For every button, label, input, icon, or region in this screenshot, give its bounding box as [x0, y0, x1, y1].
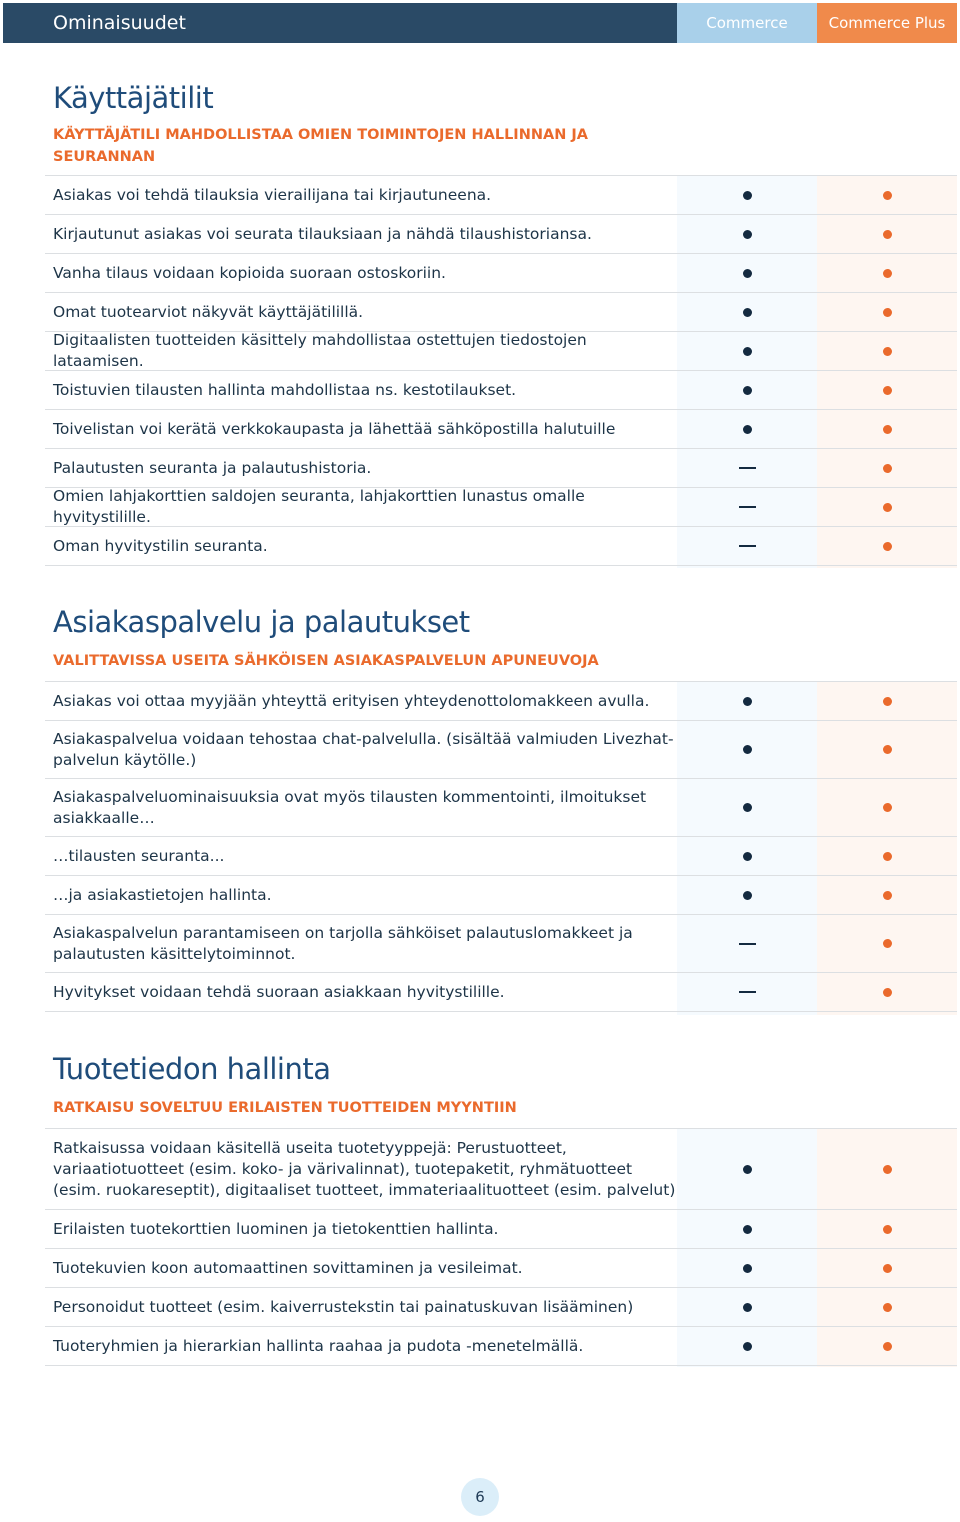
table-row	[45, 488, 957, 527]
feature-table	[45, 175, 957, 566]
included-plus-dot-icon	[883, 542, 892, 551]
included-dot-icon	[743, 191, 752, 200]
included-plus-dot-icon	[883, 308, 892, 317]
commerce-plus-cell	[817, 464, 957, 473]
table-row	[45, 410, 957, 449]
table-row	[45, 837, 957, 876]
not-included-dash-icon	[739, 991, 756, 993]
included-dot-icon	[743, 230, 752, 239]
included-dot-icon	[743, 425, 752, 434]
commerce-cell	[677, 697, 817, 706]
table-row	[45, 721, 957, 779]
section-title: Asiakaspalvelu ja palautukset	[53, 605, 470, 639]
feature-text: Personoidut tuotteet (esim. kaiverrustekstin tai painatuskuvan lisääminen)	[53, 1297, 634, 1316]
included-dot-icon	[743, 1225, 752, 1234]
not-included-dash-icon	[739, 943, 756, 945]
commerce-plus-cell	[817, 191, 957, 200]
included-dot-icon	[743, 1342, 752, 1351]
included-plus-dot-icon	[883, 939, 892, 948]
table-row	[45, 254, 957, 293]
commerce-cell	[677, 1303, 817, 1312]
commerce-plus-cell	[817, 425, 957, 434]
commerce-plus-cell	[817, 503, 957, 512]
included-plus-dot-icon	[883, 191, 892, 200]
included-dot-icon	[743, 891, 752, 900]
feature-text: …ja asiakastietojen hallinta.	[53, 885, 272, 904]
commerce-plus-cell	[817, 542, 957, 551]
table-row	[45, 293, 957, 332]
commerce-cell	[677, 230, 817, 239]
feature-table	[45, 681, 957, 1012]
commerce-cell	[677, 803, 817, 812]
feature-text: Asiakaspalvelun parantamiseen on tarjolla sähköiset palautuslomakkeet ja palautusten käsittelytoiminnot.	[53, 923, 633, 963]
commerce-plus-cell	[817, 1342, 957, 1351]
commerce-plus-cell	[817, 891, 957, 900]
commerce-cell	[677, 347, 817, 356]
feature-text: Omien lahjakorttien saldojen seuranta, lahjakorttien lunastus omalle hyvitystilille.	[53, 487, 585, 526]
feature-text: Digitaalisten tuotteiden käsittely mahdollistaa ostettujen tiedostojen lataamisen.	[53, 331, 587, 370]
included-plus-dot-icon	[883, 269, 892, 278]
section-subtitle: RATKAISU SOVELTUU ERILAISTEN TUOTTEIDEN MYYNTIIN	[53, 1100, 517, 1116]
commerce-plus-cell	[817, 386, 957, 395]
not-included-dash-icon	[739, 506, 756, 508]
commerce-cell	[677, 1165, 817, 1174]
included-plus-dot-icon	[883, 697, 892, 706]
included-dot-icon	[743, 852, 752, 861]
commerce-cell	[677, 1225, 817, 1234]
commerce-plus-cell	[817, 1264, 957, 1273]
commerce-plus-cell	[817, 697, 957, 706]
commerce-cell	[677, 943, 817, 945]
feature-text: Asiakas voi ottaa myyjään yhteyttä erityisen yhteydenottolomakkeen avulla.	[53, 691, 650, 710]
table-row	[45, 176, 957, 215]
included-plus-dot-icon	[883, 852, 892, 861]
commerce-plus-cell	[817, 1225, 957, 1234]
column-header-commerce-plus: Commerce Plus	[817, 3, 957, 43]
commerce-plus-cell	[817, 1303, 957, 1312]
included-plus-dot-icon	[883, 1225, 892, 1234]
not-included-dash-icon	[739, 545, 756, 547]
commerce-cell	[677, 467, 817, 469]
commerce-cell	[677, 891, 817, 900]
commerce-plus-cell	[817, 269, 957, 278]
page-title: Ominaisuudet	[3, 3, 677, 43]
included-plus-dot-icon	[883, 503, 892, 512]
included-plus-dot-icon	[883, 891, 892, 900]
included-plus-dot-icon	[883, 386, 892, 395]
not-included-dash-icon	[739, 467, 756, 469]
section-asiakaspalvelu	[45, 602, 957, 1012]
feature-text: Kirjautunut asiakas voi seurata tilauksiaan ja nähdä tilaushistoriansa.	[53, 224, 592, 243]
included-plus-dot-icon	[883, 230, 892, 239]
feature-text: Toistuvien tilausten hallinta mahdollistaa ns. kestotilaukset.	[53, 380, 517, 399]
section-subtitle: VALITTAVISSA USEITA SÄHKÖISEN ASIAKASPALVELUN APUNEUVOJA	[53, 653, 599, 669]
commerce-cell	[677, 852, 817, 861]
commerce-cell	[677, 191, 817, 200]
commerce-cell	[677, 745, 817, 754]
section-tuotetiedon-hallinta	[45, 1049, 957, 1366]
section-subtitle: KÄYTTÄJÄTILI MAHDOLLISTAA OMIEN TOIMINTOJEN HALLINNAN JA SEURANNAN	[53, 127, 588, 165]
commerce-plus-cell	[817, 803, 957, 812]
table-row	[45, 915, 957, 973]
feature-text: Asiakas voi tehdä tilauksia vierailijana tai kirjautuneena.	[53, 185, 492, 204]
table-row	[45, 527, 957, 566]
section-title: Tuotetiedon hallinta	[53, 1052, 331, 1086]
feature-text: Toivelistan voi kerätä verkkokaupasta ja lähettää sähköpostilla halutuille	[53, 419, 616, 438]
table-row	[45, 876, 957, 915]
table-row	[45, 682, 957, 721]
included-plus-dot-icon	[883, 347, 892, 356]
commerce-plus-cell	[817, 308, 957, 317]
feature-text: …tilausten seuranta...	[53, 846, 225, 865]
table-row	[45, 779, 957, 837]
commerce-cell	[677, 506, 817, 508]
feature-text: Oman hyvitystilin seuranta.	[53, 536, 268, 555]
commerce-plus-cell	[817, 230, 957, 239]
included-plus-dot-icon	[883, 1264, 892, 1273]
page-number: 6	[461, 1478, 499, 1516]
feature-text: Omat tuotearviot näkyvät käyttäjätilillä.	[53, 302, 364, 321]
commerce-plus-cell	[817, 745, 957, 754]
feature-text: Hyvitykset voidaan tehdä suoraan asiakkaan hyvitystilille.	[53, 982, 505, 1001]
included-dot-icon	[743, 269, 752, 278]
commerce-plus-cell	[817, 939, 957, 948]
included-dot-icon	[743, 803, 752, 812]
commerce-plus-cell	[817, 852, 957, 861]
table-row	[45, 1327, 957, 1366]
table-row	[45, 215, 957, 254]
included-plus-dot-icon	[883, 745, 892, 754]
commerce-cell	[677, 386, 817, 395]
commerce-cell	[677, 991, 817, 993]
table-row	[45, 371, 957, 410]
feature-text: Palautusten seuranta ja palautushistoria.	[53, 458, 372, 477]
included-dot-icon	[743, 1165, 752, 1174]
table-row	[45, 449, 957, 488]
commerce-cell	[677, 1264, 817, 1273]
commerce-cell	[677, 269, 817, 278]
column-header-commerce: Commerce	[677, 3, 817, 43]
feature-text: Vanha tilaus voidaan kopioida suoraan ostoskoriin.	[53, 263, 446, 282]
feature-text: Asiakaspalvelua voidaan tehostaa chat-palvelulla. (sisältää valmiuden Livezhat-palvelun käytölle.)	[53, 729, 674, 769]
commerce-cell	[677, 1342, 817, 1351]
table-row	[45, 332, 957, 371]
included-plus-dot-icon	[883, 803, 892, 812]
header-bar	[3, 3, 957, 43]
table-row	[45, 1288, 957, 1327]
included-plus-dot-icon	[883, 1303, 892, 1312]
commerce-cell	[677, 545, 817, 547]
section-kayttajatilit	[45, 78, 957, 566]
included-plus-dot-icon	[883, 1342, 892, 1351]
included-dot-icon	[743, 386, 752, 395]
commerce-cell	[677, 425, 817, 434]
table-row	[45, 973, 957, 1012]
feature-table	[45, 1128, 957, 1366]
included-plus-dot-icon	[883, 988, 892, 997]
included-plus-dot-icon	[883, 425, 892, 434]
section-title: Käyttäjätilit	[53, 81, 214, 115]
included-dot-icon	[743, 308, 752, 317]
included-dot-icon	[743, 745, 752, 754]
included-plus-dot-icon	[883, 1165, 892, 1174]
commerce-plus-cell	[817, 1165, 957, 1174]
table-row	[45, 1210, 957, 1249]
included-dot-icon	[743, 1303, 752, 1312]
included-plus-dot-icon	[883, 464, 892, 473]
included-dot-icon	[743, 347, 752, 356]
feature-text: Erilaisten tuotekorttien luominen ja tietokenttien hallinta.	[53, 1219, 499, 1238]
feature-text: Tuoteryhmien ja hierarkian hallinta raahaa ja pudota -menetelmällä.	[53, 1336, 584, 1355]
included-dot-icon	[743, 1264, 752, 1273]
commerce-plus-cell	[817, 988, 957, 997]
included-dot-icon	[743, 697, 752, 706]
feature-text: Asiakaspalveluominaisuuksia ovat myös tilausten kommentointi, ilmoitukset asiakkaalle…	[53, 787, 647, 827]
feature-text: Ratkaisussa voidaan käsitellä useita tuotetyyppejä: Perustuotteet, variaatiotuotteet (esim. koko- ja värivalinnat), tuotepaketit, ryhmätuotteet (esim. ruokareseptit), digitaaliset tuotteet, immateriaalituotteet (esim. palvelut)	[53, 1138, 676, 1199]
table-row	[45, 1129, 957, 1210]
table-row	[45, 1249, 957, 1288]
commerce-cell	[677, 308, 817, 317]
commerce-plus-cell	[817, 347, 957, 356]
feature-text: Tuotekuvien koon automaattinen sovittaminen ja vesileimat.	[53, 1258, 523, 1277]
